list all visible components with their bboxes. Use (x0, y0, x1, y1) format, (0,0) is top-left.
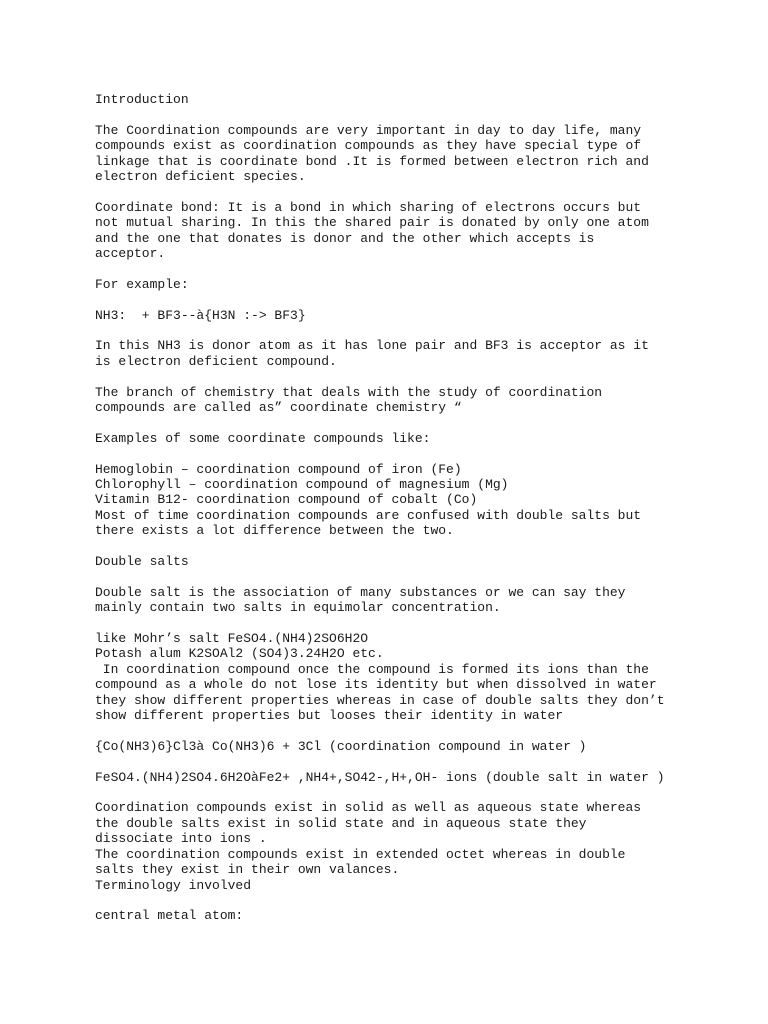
text-line: linkage that is coordinate bond .It is formed between electron rich and (95, 153, 649, 169)
paragraph (95, 385, 735, 416)
text-line: compounds exist as coordination compounds as they have special type of (95, 138, 642, 154)
text-line: Hemoglobin – coordination compound of iron (Fe) (95, 461, 462, 477)
text-line: acceptor. (95, 246, 166, 262)
paragraph (95, 585, 735, 616)
text-line: Terminology involved (95, 877, 252, 893)
text-line: Coordinate bond: It is a bond in which sharing of electrons occurs but (95, 199, 642, 215)
paragraph (95, 770, 735, 785)
paragraph (95, 908, 735, 923)
paragraph (95, 800, 735, 892)
text-line: The branch of chemistry that deals with the study of coordination (95, 384, 603, 400)
text-line: In coordination compound once the compound is formed its ions than the (95, 661, 649, 677)
text-line: there exists a lot difference between the two. (95, 523, 454, 539)
text-line: mainly contain two salts in equimolar concentration. (95, 600, 501, 616)
paragraph (95, 200, 735, 262)
text-line: The coordination compounds exist in extended octet whereas in double (95, 846, 626, 862)
text-line: Potash alum K2SOAl2 (SO4)3.24H2O etc. (95, 646, 384, 662)
paragraph (95, 308, 735, 323)
text-line: Introduction (95, 92, 189, 107)
text-line: and the one that donates is donor and the other which accepts is (95, 230, 595, 246)
text-line: The Coordination compounds are very important in day to day life, many (95, 122, 642, 138)
paragraph (95, 92, 735, 107)
paragraph (95, 462, 735, 539)
text-line: Double salts (95, 554, 189, 570)
paragraph (95, 554, 735, 569)
paragraph (95, 277, 735, 292)
text-line: is electron deficient compound. (95, 353, 337, 369)
text-line: Coordination compounds exist in solid as well as aqueous state whereas (95, 800, 642, 816)
text-line: Double salt is the association of many substances or we can say they (95, 584, 626, 600)
text-line: salts they exist in their own valances. (95, 862, 400, 878)
text-line: central metal atom: (95, 908, 244, 924)
text-line: like Mohr’s salt FeSO4.(NH4)2SO6H2O (95, 631, 369, 647)
text-line: For example: (95, 276, 189, 292)
text-line: show different properties but looses their identity in water (95, 708, 564, 724)
text-line: {Co(NH3)6}Cl3à Co(NH3)6 + 3Cl (coordination compound in water ) (95, 738, 587, 754)
text-line: In this NH3 is donor atom as it has lone pair and BF3 is acceptor as it (95, 338, 649, 354)
text-line: dissociate into ions . (95, 831, 267, 847)
text-line: the double salts exist in solid state and in aqueous state they (95, 815, 587, 831)
paragraph (95, 123, 735, 185)
text-line: not mutual sharing. In this the shared pair is donated by only one atom (95, 215, 649, 231)
paragraph (95, 431, 735, 446)
text-line: Chlorophyll – coordination compound of magnesium (Mg) (95, 477, 509, 493)
text-line: they show different properties whereas in case of double salts they don’t (95, 692, 665, 708)
text-line: Vitamin B12- coordination compound of cobalt (Co) (95, 492, 478, 508)
paragraph (95, 631, 735, 723)
text-line: compounds are called as” coordinate chemistry “ (95, 400, 462, 416)
text-line: Examples of some coordinate compounds like: (95, 430, 431, 446)
paragraph (95, 338, 735, 369)
text-line: NH3: + BF3--à{H3N :-> BF3} (95, 307, 306, 323)
text-line: electron deficient species. (95, 169, 306, 185)
paragraph (95, 739, 735, 754)
text-line: compound as a whole do not lose its identity but when dissolved in water (95, 677, 657, 693)
document-body (95, 92, 735, 924)
text-line: FeSO4.(NH4)2SO4.6H2OàFe2+ ,NH4+,SO42-,H+,OH- ions (double salt in water ) (95, 769, 665, 785)
text-line: Most of time coordination compounds are confused with double salts but (95, 507, 642, 523)
